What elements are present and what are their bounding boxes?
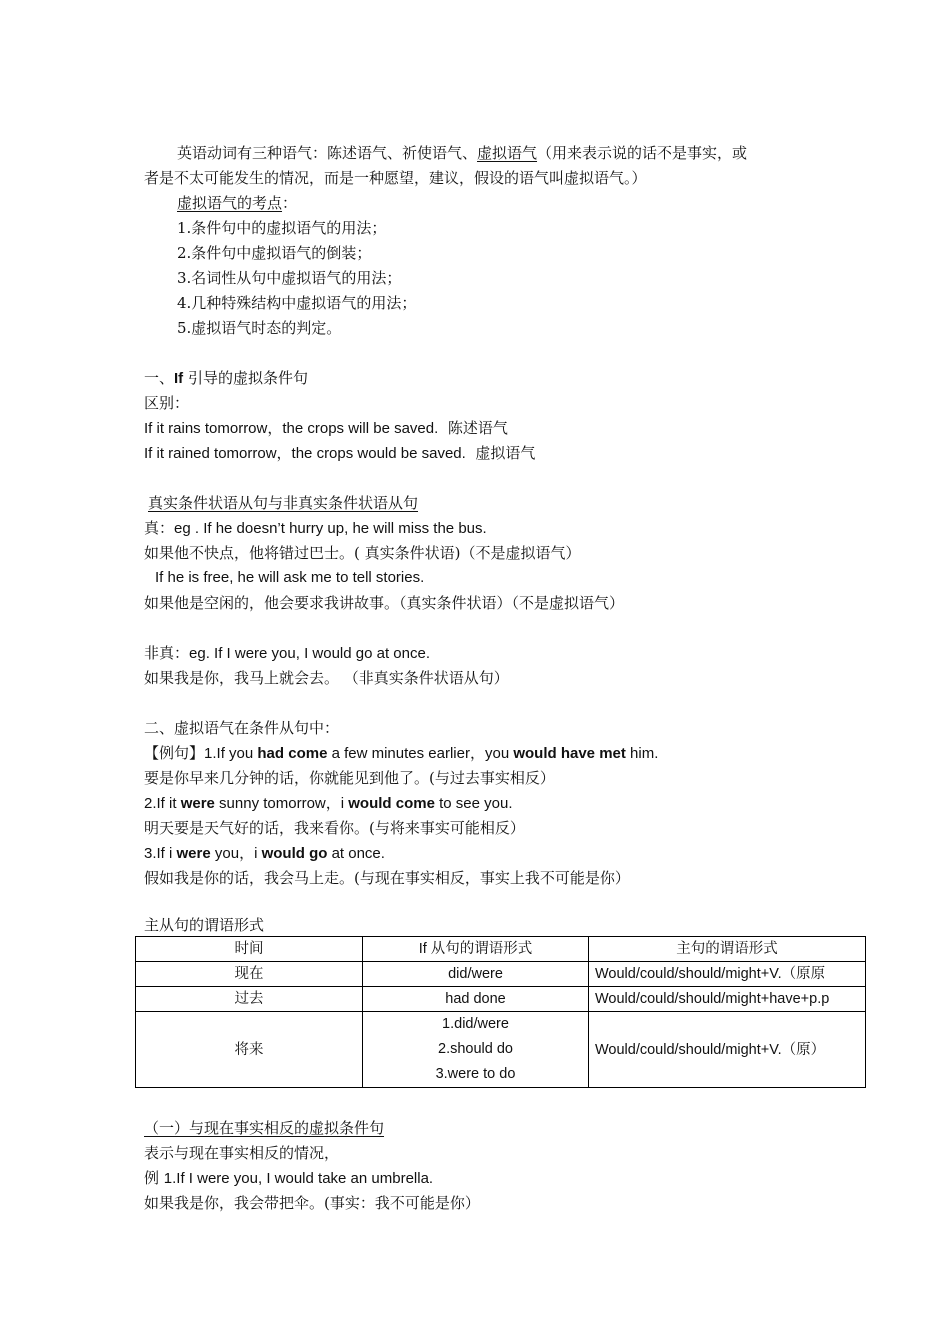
table-cell-time: 过去 (136, 987, 363, 1012)
future-form-1: 1.did/were (442, 1016, 509, 1032)
section2-example-2 (144, 793, 513, 814)
ex2-part-d: would come (348, 795, 435, 812)
section1-title-text: 引导的虚拟条件句 (183, 369, 308, 387)
sub1-heading (144, 1118, 384, 1138)
ex3-part-e: at once. (327, 845, 385, 862)
table-header-cell: 时间 (136, 937, 363, 962)
point-item-5: 5.虚拟语气时态的判定。 (177, 319, 342, 337)
table-row (136, 1012, 866, 1088)
section2-example-1 (144, 743, 658, 764)
section2-title: 二、虚拟语气在条件从句中： (144, 719, 340, 737)
table-cell-if-clause (363, 1012, 589, 1088)
unreal-example-en: eg. If I were you, I would go at once. (189, 645, 430, 662)
section2-example-3-cn: 假如我是你的话，我会马上走。(与现在事实相反，事实上我不可能是你） (144, 869, 630, 887)
intro-text: 英语动词有三种语气：陈述语气、祈使语气、 (177, 144, 478, 162)
ex3-part-d: would go (261, 845, 328, 862)
table-header-row (136, 937, 866, 962)
ex3-part-a: 3.If i (144, 845, 177, 862)
points-heading: 虚拟语气的考点 (177, 194, 283, 212)
subjunctive-term: 虚拟语气 (477, 144, 538, 162)
point-item-3: 3.名词性从句中虚拟语气的用法； (177, 269, 402, 287)
section1-if: If (174, 370, 184, 387)
table-header-cell: 主句的谓语形式 (589, 937, 866, 962)
sub1-example (144, 1168, 433, 1189)
unreal-example-cn: 如果我是你，我马上就会去。 （非真实条件状语从句） (144, 669, 509, 687)
sub1-heading-text: （一）与现在事实相反的虚拟条件句 (144, 1119, 385, 1137)
point-item-4: 4.几种特殊结构中虚拟语气的用法； (177, 294, 417, 312)
unreal-example (144, 643, 430, 664)
ex3-part-c: you，i (210, 845, 262, 862)
real-example-2-en: If he is free, he will ask me to tell stories. (155, 569, 425, 586)
example-subjunctive-en: If it rained tomorrow，the crops would be saved. (144, 445, 466, 462)
ex2-part-a: 2.If it (144, 795, 181, 812)
section1-number: 一、 (144, 369, 175, 387)
table-cell-time: 现在 (136, 962, 363, 987)
section2-example-2-cn: 明天要是天气好的话，我来看你。(与将来事实可能相反） (144, 819, 525, 837)
table-row (136, 962, 866, 987)
real-example (144, 518, 487, 539)
table-caption: 主从句的谓语形式 (144, 916, 265, 934)
example-label: 【例句】 (144, 744, 205, 762)
example-subjunctive-cn: 虚拟语气 (475, 444, 536, 462)
section2-example-3 (144, 843, 385, 864)
table-header-cell: If 从句的谓语形式 (363, 937, 589, 962)
future-form-2: 2.should do (438, 1041, 513, 1057)
ex3-part-b: were (176, 845, 211, 862)
table-cell-if-clause: did/were (363, 962, 589, 987)
table-row (136, 987, 866, 1012)
sub1-example-label: 例 (144, 1169, 164, 1187)
compare-heading (148, 493, 418, 513)
real-label: 真： (144, 519, 175, 537)
compare-heading-text: 真实条件状语从句与非真实条件状语从句 (148, 494, 419, 512)
ex1-part-d: would have met (513, 745, 626, 762)
intro-line-2: 者是不太可能发生的情况，而是一种愿望，建议，假设的语气叫虚拟语气。） (144, 169, 647, 187)
ex1-part-c: a few minutes earlier，you (327, 745, 514, 762)
ex1-part-a: 1.If you (204, 745, 258, 762)
section1-title (144, 368, 308, 389)
example-indicative-cn: 陈述语气 (447, 419, 508, 437)
table-cell-main-clause: Would/could/should/might+have+p.p (589, 987, 866, 1012)
ex2-part-b: were (180, 795, 215, 812)
diff-label: 区别： (144, 394, 190, 412)
table-cell-main-clause: Would/could/should/might+V.（原） (589, 1012, 866, 1088)
ex1-part-b: had come (257, 745, 328, 762)
points-heading-line (177, 193, 297, 213)
future-form-3: 3.were to do (435, 1066, 516, 1082)
point-item-2: 2.条件句中虚拟语气的倒装； (177, 244, 372, 262)
sub1-example-cn: 如果我是你，我会带把伞。(事实：我不可能是你） (144, 1194, 480, 1212)
table-cell-time: 将来 (136, 1012, 363, 1088)
ex2-part-e: to see you. (434, 795, 513, 812)
ex2-part-c: sunny tomorrow，i (214, 795, 349, 812)
unreal-label: 非真： (144, 644, 190, 662)
example-subjunctive (144, 443, 535, 464)
real-example-en: eg . If he doesn’t hurry up, he will miss the bus. (174, 520, 487, 537)
points-colon: ： (282, 194, 298, 212)
table-cell-main-clause: Would/could/should/might+V.（原原 (589, 962, 866, 987)
sub1-example-en: 1.If I were you, I would take an umbrella. (163, 1170, 434, 1187)
real-example-2-cn: 如果他是空闲的，他会要求我讲故事。（真实条件状语）（不是虚拟语气） (144, 594, 625, 612)
example-indicative-en: If it rains tomorrow，the crops will be saved. (144, 420, 439, 437)
ex1-part-e: him. (625, 745, 659, 762)
intro-line-1 (177, 143, 747, 163)
real-example-cn: 如果他不快点，他将错过巴士。( 真实条件状语)（不是虚拟语气） (144, 544, 581, 562)
table-cell-if-clause: had done (363, 987, 589, 1012)
predicate-forms-table (135, 936, 866, 1088)
intro-text-cont: （用来表示说的话不是事实，或 (537, 144, 748, 162)
point-item-1: 1.条件句中的虚拟语气的用法； (177, 219, 387, 237)
sub1-description: 表示与现在事实相反的情况， (144, 1144, 340, 1162)
section2-example-1-cn: 要是你早来几分钟的话，你就能见到他了。(与过去事实相反） (144, 769, 555, 787)
example-indicative (144, 418, 508, 439)
